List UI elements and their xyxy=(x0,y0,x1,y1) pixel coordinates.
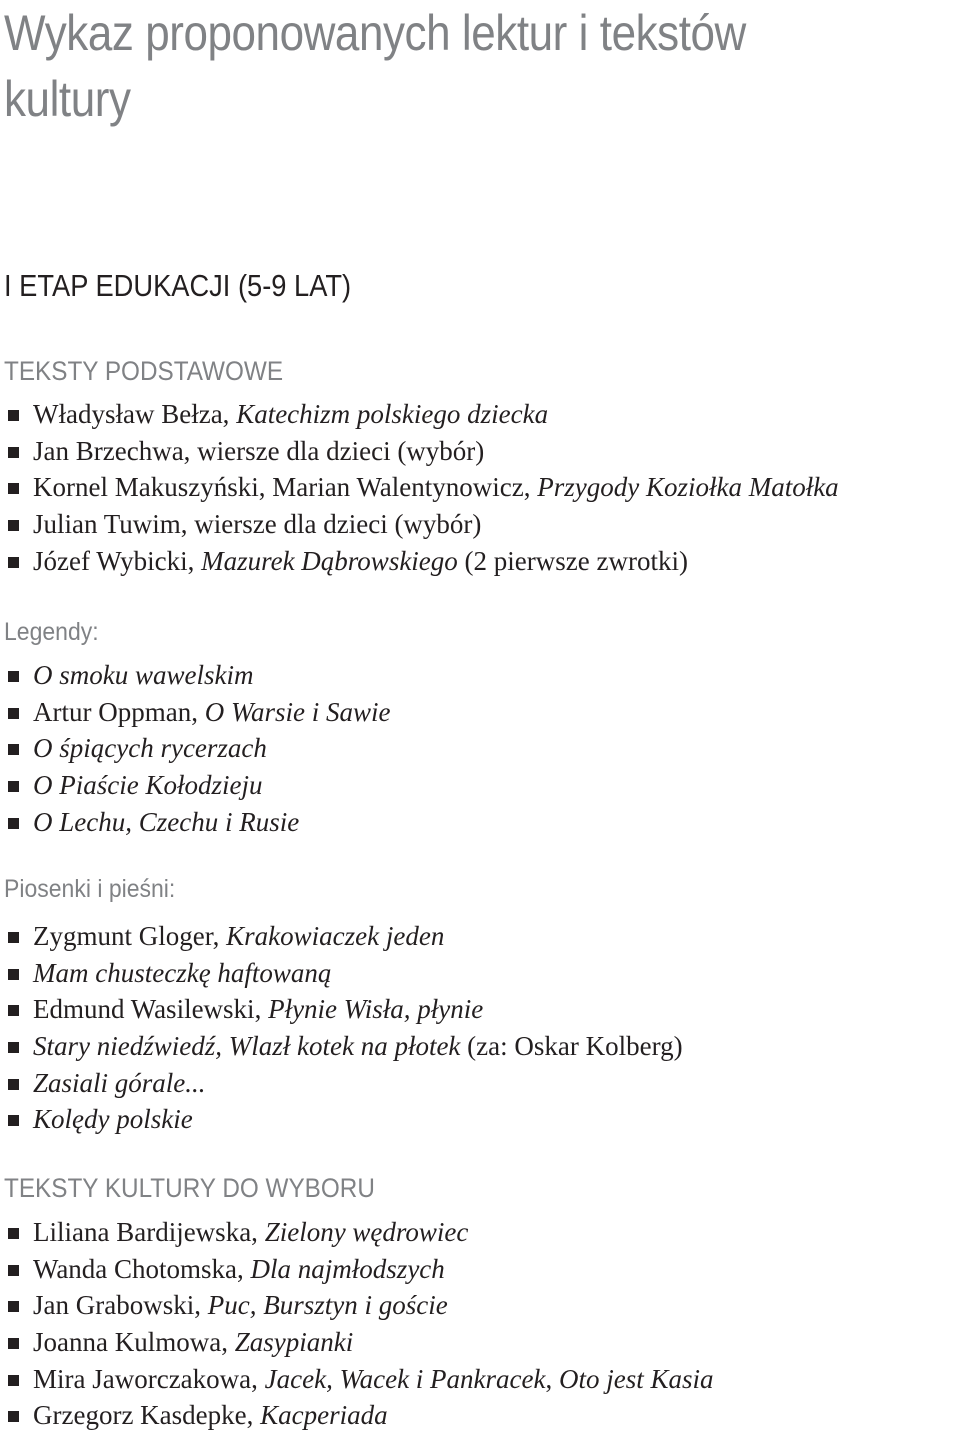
legends-list xyxy=(0,657,960,840)
square-bullet-icon xyxy=(8,744,19,755)
square-bullet-icon xyxy=(8,671,19,682)
square-bullet-icon xyxy=(8,1228,19,1239)
square-bullet-icon xyxy=(8,818,19,829)
list-item-title: Krakowiaczek jeden xyxy=(226,921,445,951)
square-bullet-icon xyxy=(8,520,19,531)
square-bullet-icon xyxy=(8,483,19,494)
list-item-title: Mam chusteczkę haftowaną xyxy=(33,957,332,988)
square-bullet-icon xyxy=(8,1042,19,1053)
page-title xyxy=(4,0,840,132)
square-bullet-icon xyxy=(8,932,19,943)
square-bullet-icon xyxy=(8,1411,19,1422)
list-item xyxy=(0,433,960,470)
square-bullet-icon xyxy=(8,447,19,458)
square-bullet-icon xyxy=(8,708,19,719)
page-title-line-1: Wykaz proponowanych lektur i tekstów xyxy=(4,5,746,61)
list-item xyxy=(0,918,960,955)
list-item xyxy=(0,396,960,433)
list-item-text: Mira Jaworczakowa, xyxy=(33,1363,265,1394)
sub-heading-songs: Piosenki i pieśni: xyxy=(4,875,176,903)
list-item xyxy=(0,1361,960,1398)
square-bullet-icon xyxy=(8,557,19,568)
list-item-title: O śpiących rycerzach xyxy=(33,733,267,764)
list-item-title: Stary niedźwiedź, Wlazł kotek na płotek xyxy=(33,1031,461,1062)
list-item-title: Mazurek Dąbrowskiego xyxy=(201,545,458,576)
list-item-title: Katechizm polskiego dziecka xyxy=(236,399,549,429)
square-bullet-icon xyxy=(8,1079,19,1090)
square-bullet-icon xyxy=(8,1301,19,1312)
list-item-text: Joanna Kulmowa, xyxy=(33,1327,235,1358)
section-heading-basic: TEKSTY PODSTAWOWE xyxy=(4,356,284,386)
list-item-title: O Warsie i Sawie xyxy=(204,696,391,727)
list-item-text: Józef Wybicki, xyxy=(33,545,202,576)
list-item xyxy=(0,469,960,506)
list-item-text: , xyxy=(545,1363,559,1394)
list-item-text: Edmund Wasilewski, xyxy=(33,994,269,1025)
section-heading-optional: TEKSTY KULTURY DO WYBORU xyxy=(4,1173,375,1203)
list-item xyxy=(0,657,960,694)
square-bullet-icon xyxy=(8,1265,19,1276)
list-item-title: Zasypianki xyxy=(234,1327,354,1358)
square-bullet-icon xyxy=(8,1005,19,1016)
list-item-title: O Piaście Kołodzieju xyxy=(33,770,263,801)
list-item xyxy=(0,543,960,580)
list-item xyxy=(0,1028,960,1065)
list-item-title: Zasiali górale... xyxy=(33,1067,206,1098)
sub-heading-legends: Legendy: xyxy=(4,618,99,646)
list-item xyxy=(0,955,960,992)
songs-list xyxy=(0,918,960,1138)
list-item xyxy=(0,1214,960,1251)
list-item-text: Władysław Bełza, xyxy=(33,399,237,429)
square-bullet-icon xyxy=(8,410,19,421)
list-item xyxy=(0,1397,960,1434)
list-item xyxy=(0,1251,960,1288)
list-item xyxy=(0,1324,960,1361)
list-item xyxy=(0,1065,960,1102)
list-item-text: Artur Oppman, xyxy=(33,696,205,727)
square-bullet-icon xyxy=(8,781,19,792)
list-item xyxy=(0,694,960,731)
list-item xyxy=(0,1101,960,1138)
list-item-title: Płynie Wisła, płynie xyxy=(268,994,484,1025)
square-bullet-icon xyxy=(8,1375,19,1386)
list-item xyxy=(0,1287,960,1324)
list-item-title: Puc, Bursztyn i goście xyxy=(207,1290,448,1321)
list-item-title: Kolędy polskie xyxy=(33,1104,193,1135)
list-item-title: Jacek, Wacek i Pankracek xyxy=(264,1363,546,1394)
list-item-text: (za: Oskar Kolberg) xyxy=(460,1031,683,1062)
list-item-title: Zielony wędrowiec xyxy=(264,1217,469,1247)
list-item-text: Jan Brzechwa, wiersze dla dzieci (wybór) xyxy=(33,435,485,466)
list-item xyxy=(0,767,960,804)
list-item-text: Wanda Chotomska, xyxy=(33,1253,251,1284)
square-bullet-icon xyxy=(8,1115,19,1126)
list-item-title: O Lechu, Czechu i Rusie xyxy=(33,806,300,837)
list-item-title: Przygody Koziołka Matołka xyxy=(537,472,839,503)
list-item-text: Grzegorz Kasdepke, xyxy=(33,1400,261,1431)
list-item-text: Julian Tuwim, wiersze dla dzieci (wybór) xyxy=(33,509,482,540)
list-item-text: Kornel Makuszyński, Marian Walentynowicz, xyxy=(33,472,538,503)
list-item-title: Dla najmłodszych xyxy=(250,1253,445,1284)
square-bullet-icon xyxy=(8,1338,19,1349)
list-item xyxy=(0,730,960,767)
stage-title: I ETAP EDUKACJI (5-9 LAT) xyxy=(4,268,352,303)
list-item-text: Jan Grabowski, xyxy=(33,1290,208,1321)
basic-texts-list xyxy=(0,396,960,579)
list-item xyxy=(0,506,960,543)
list-item-text: Liliana Bardijewska, xyxy=(33,1217,265,1247)
list-item xyxy=(0,804,960,841)
list-item-title: O smoku wawelskim xyxy=(33,660,254,690)
list-item-text: (2 pierwsze zwrotki) xyxy=(457,545,688,576)
page-title-line-2: kultury xyxy=(4,71,131,127)
list-item xyxy=(0,991,960,1028)
optional-texts-list xyxy=(0,1214,960,1434)
list-item-title: Oto jest Kasia xyxy=(559,1363,714,1394)
square-bullet-icon xyxy=(8,969,19,980)
list-item-text: Zygmunt Gloger, xyxy=(33,921,227,951)
list-item-title: Kacperiada xyxy=(260,1400,388,1431)
